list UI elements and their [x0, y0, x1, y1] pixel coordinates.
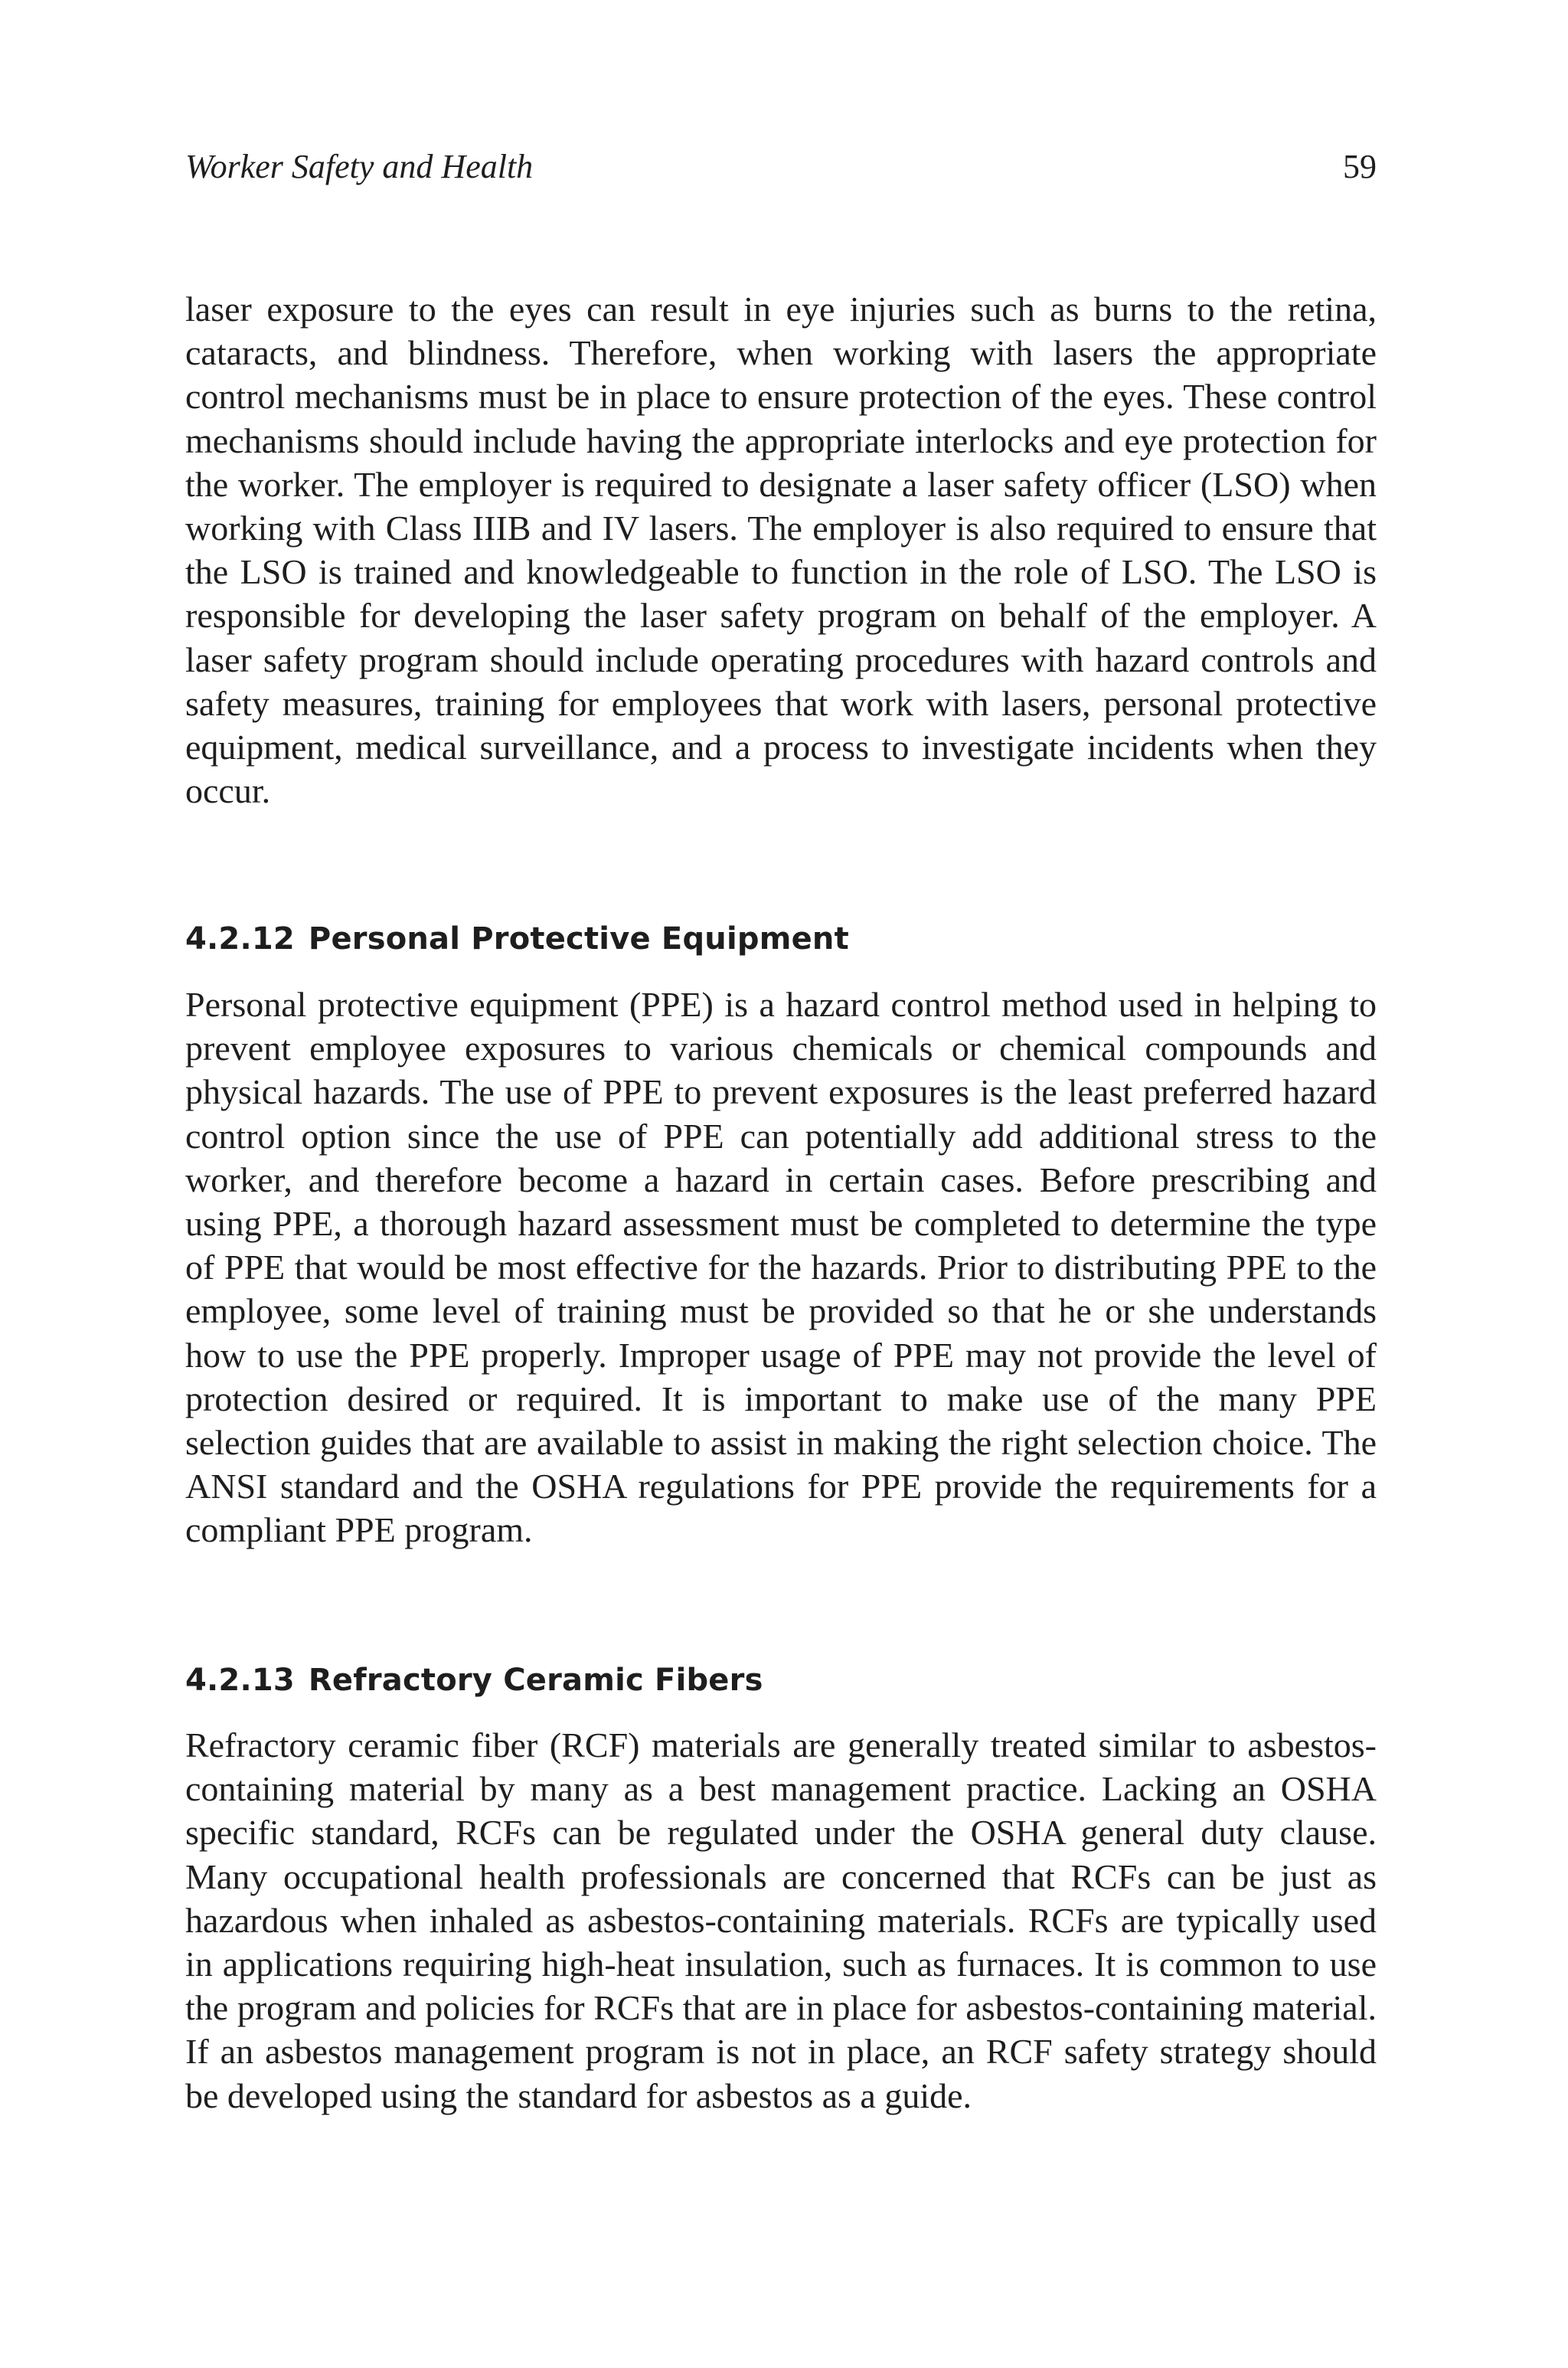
section-number-rcf: 4.2.13	[185, 1663, 295, 1698]
section-title-ppe: Personal Protective Equipment	[308, 921, 849, 957]
running-head-title: Worker Safety and Health	[185, 148, 534, 185]
section-heading-rcf	[185, 1659, 1377, 1702]
section-title-rcf: Refractory Ceramic Fibers	[308, 1663, 763, 1698]
paragraph-rcf: Refractory ceramic fiber (RCF) materials are generally treated similar to asbestos-containing material by many as a best management practice. Lacking an OSHA specific standard, RCFs can be regulated under the OSHA general duty clause. Many occupational health professionals are concerned that RCFs can be just as hazardous when inhaled as asbestos-containing materials. RCFs are typically used in applications requiring high-heat insulation, such as furnaces. It is common to use the program and policies for RCFs that are in place for asbestos-containing material. If an asbestos management program is not in place, an RCF safety strategy should be developed using the standard for asbestos as a guide.	[185, 1725, 1377, 2115]
page-number: 59	[1343, 148, 1377, 185]
paragraph-laser-safety: laser exposure to the eyes can result in eye injuries such as burns to the retina, cataracts, and blindness. Therefore, when working with lasers the appropriate control mechanisms must be in place to ensure protection of the eyes. These control mechanisms should include having the appropriate interlocks and eye protection for the worker. The employer is required to designate a laser safety officer (LSO) when working with Class IIIB and IV lasers. The employer is also required to ensure that the LSO is trained and knowledgeable to function in the role of LSO. The LSO is responsible for developing the laser safety program on behalf of the employer. A laser safety program should include operating procedures with hazard controls and safety measures, training for employees that work with lasers, personal protective equipment, medical surveillance, and a process to investigate incidents when they occur.	[185, 289, 1377, 811]
paragraph-ppe: Personal protective equipment (PPE) is a hazard control method used in helping to prevent employee exposures to various chemicals or chemical compounds and physical hazards. The use of PPE to prevent exposures is the least preferred hazard control option since the use of PPE can potentially add additional stress to the worker, and therefore become a hazard in certain cases. Before prescribing and using PPE, a thorough hazard assessment must be completed to determine the type of PPE that would be most effective for the hazards. Prior to distributing PPE to the employee, some level of training must be provided so that he or she understands how to use the PPE properly. Improper usage of PPE may not provide the level of protection desired or required. It is important to make use of the many PPE selection guides that are available to assist in making the right selection choice. The ANSI standard and the OSHA regulations for PPE provide the requirements for a compliant PPE program.	[185, 985, 1377, 1550]
running-head	[185, 146, 1377, 188]
section-heading-ppe	[185, 917, 1377, 960]
section-number-ppe: 4.2.12	[185, 921, 295, 957]
